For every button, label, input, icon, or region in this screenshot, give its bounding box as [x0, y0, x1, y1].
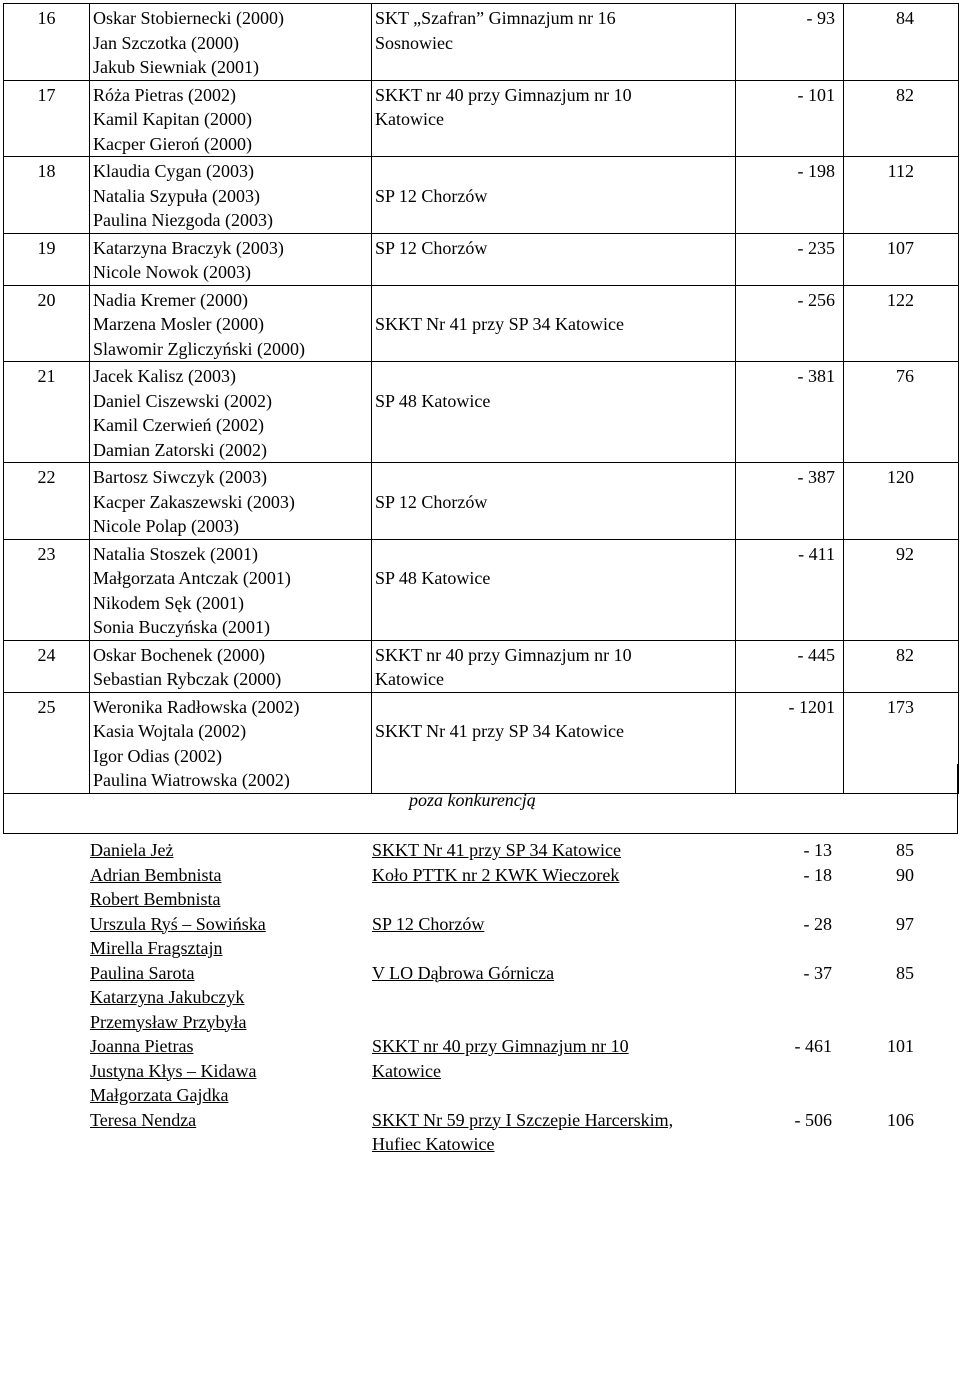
time-cell [844, 539, 959, 640]
time-cell [844, 285, 959, 362]
table-row [4, 80, 959, 157]
table-row [4, 640, 959, 692]
score-value: - 445 [797, 644, 835, 665]
club-cell [372, 362, 736, 463]
names-cell [90, 4, 372, 81]
score-cell [736, 463, 844, 540]
names-cell [90, 362, 372, 463]
table-row [90, 961, 928, 1035]
participant-name: Justyna Kłys – Kidawa [90, 1060, 257, 1081]
score-value: - 37 [803, 962, 832, 983]
participant-name: Paulina Wiatrowska (2002) [93, 770, 290, 790]
table-row [90, 863, 928, 912]
participant-name: Igor Odias (2002) [93, 745, 222, 766]
club-cell [372, 233, 736, 285]
time-value: 85 [896, 962, 914, 983]
club-name: Koło PTTK nr 2 KWK Wieczorek [372, 864, 620, 885]
participant-name: Slawomir Zgliczyński (2000) [93, 338, 305, 359]
club-name: SKKT nr 40 przy Gimnazjum nr 10 [372, 1036, 629, 1056]
names-cell [90, 157, 372, 234]
participant-name: Kamil Czerwień (2002) [93, 415, 264, 435]
participant-name: Robert Bembnista [90, 889, 221, 909]
participant-name: Adrian Bembnista [90, 864, 222, 885]
club-name: SKKT Nr 41 przy SP 34 Katowice [372, 840, 621, 860]
rank-cell: 21 [4, 362, 90, 463]
participant-name: Bartosz Siwczyk (2003) [93, 467, 267, 487]
club-name: SP 48 Katowice [375, 390, 491, 411]
time-cell [842, 863, 928, 912]
score-cell [736, 539, 844, 640]
club-name: Katowice [375, 109, 444, 129]
club-name: Hufiec Katowice [372, 1134, 495, 1154]
participant-name: Daniel Ciszewski (2002) [93, 390, 272, 411]
club-cell [372, 912, 742, 961]
participant-name: Nicole Polap (2003) [93, 516, 239, 536]
score-value: - 506 [794, 1109, 832, 1130]
participant-name: Daniela Jeż [90, 840, 174, 860]
time-value: 122 [887, 289, 914, 310]
poza-konkurencja-label: poza konkurencją [409, 790, 536, 810]
time-value: 101 [887, 1036, 914, 1056]
participant-name: Nicole Nowok (2003) [93, 262, 251, 282]
time-value: 97 [896, 913, 914, 934]
time-cell [842, 1108, 928, 1157]
time-value: 76 [896, 366, 914, 386]
time-cell [844, 463, 959, 540]
time-cell [844, 80, 959, 157]
names-cell [90, 463, 372, 540]
time-value: 107 [887, 237, 914, 258]
participant-name: Nikodem Sęk (2001) [93, 592, 244, 613]
table-row [90, 912, 928, 961]
participant-name: Katarzyna Jakubczyk [90, 987, 245, 1007]
time-value: 90 [896, 864, 914, 885]
time-value: 82 [896, 84, 914, 105]
club-name: Sosnowiec [375, 32, 453, 53]
names-cell [90, 1108, 372, 1157]
score-value: - 387 [797, 467, 835, 487]
table-row [4, 157, 959, 234]
time-cell [844, 362, 959, 463]
participant-name: Jakub Siewniak (2001) [93, 57, 259, 77]
time-cell [844, 233, 959, 285]
score-cell [742, 863, 842, 912]
rank-cell: 20 [4, 285, 90, 362]
names-cell [90, 912, 372, 961]
participant-name: Małgorzata Gajdka [90, 1085, 229, 1105]
time-cell [842, 1034, 928, 1108]
time-cell [844, 157, 959, 234]
participant-name: Kasia Wojtala (2002) [93, 721, 247, 741]
names-cell [90, 838, 372, 863]
club-name: V LO Dąbrowa Górnicza [372, 962, 555, 983]
participant-name: Kamil Kapitan (2000) [93, 109, 252, 129]
time-cell [844, 640, 959, 692]
score-value: - 411 [798, 543, 835, 564]
participant-name: Katarzyna Braczyk (2003) [93, 237, 284, 258]
club-name: SKT „Szafran” Gimnazjum nr 16 [375, 8, 616, 28]
table-row [4, 463, 959, 540]
table-row [90, 1034, 928, 1108]
names-cell [90, 640, 372, 692]
score-value: - 93 [806, 8, 835, 28]
participant-name: Teresa Nendza [90, 1109, 197, 1130]
rank-cell: 22 [4, 463, 90, 540]
names-cell [90, 961, 372, 1035]
extra-results-table [90, 838, 928, 1157]
participant-name: Klaudia Cygan (2003) [93, 161, 254, 181]
score-value: - 101 [797, 84, 835, 105]
club-cell [372, 463, 736, 540]
results-table [3, 3, 959, 794]
participant-name: Oskar Stobiernecki (2000) [93, 8, 284, 28]
club-cell [372, 1034, 742, 1108]
table-row [90, 838, 928, 863]
participant-name: Przemysław Przybyła [90, 1011, 247, 1032]
score-cell [742, 1034, 842, 1108]
participant-name: Damian Zatorski (2002) [93, 439, 267, 460]
names-cell [90, 285, 372, 362]
table-row [4, 233, 959, 285]
participant-name: Sebastian Rybczak (2000) [93, 669, 282, 689]
participant-name: Marzena Mosler (2000) [93, 314, 264, 334]
participant-name: Urszula Ryś – Sowińska [90, 913, 266, 934]
poza-konkurencja-section [3, 764, 958, 834]
score-cell [742, 912, 842, 961]
participant-name: Oskar Bochenek (2000) [93, 644, 265, 665]
score-cell [736, 233, 844, 285]
score-value: - 13 [803, 840, 832, 860]
participant-name: Kacper Gieroń (2000) [93, 133, 252, 154]
participant-name: Joanna Pietras [90, 1036, 194, 1056]
club-name: SKKT Nr 59 przy I Szczepie Harcerskim, [372, 1109, 674, 1130]
score-value: - 1201 [788, 696, 835, 717]
table-row [4, 362, 959, 463]
score-value: - 18 [803, 864, 832, 885]
rank-cell: 16 [4, 4, 90, 81]
club-cell [372, 4, 736, 81]
club-name: SP 12 Chorzów [375, 185, 488, 206]
time-value: 85 [896, 840, 914, 860]
participant-name: Natalia Szypuła (2003) [93, 185, 260, 206]
time-value: 84 [896, 8, 914, 28]
score-value: - 256 [797, 289, 835, 310]
club-cell [372, 285, 736, 362]
names-cell [90, 539, 372, 640]
club-name: SKKT nr 40 przy Gimnazjum nr 10 [375, 84, 632, 105]
participant-name: Sonia Buczyńska (2001) [93, 617, 270, 637]
participant-name: Paulina Niezgoda (2003) [93, 210, 273, 230]
club-name: Katowice [372, 1060, 441, 1081]
club-cell [372, 539, 736, 640]
participant-name: Róża Pietras (2002) [93, 84, 236, 105]
participant-name: Jacek Kalisz (2003) [93, 366, 236, 386]
participant-name: Jan Szczotka (2000) [93, 32, 239, 53]
time-value: 82 [896, 644, 914, 665]
club-name: Katowice [375, 669, 444, 689]
score-cell [736, 4, 844, 81]
score-cell [742, 838, 842, 863]
time-cell [842, 961, 928, 1035]
club-cell [372, 961, 742, 1035]
score-value: - 461 [794, 1036, 832, 1056]
participant-name: Nadia Kremer (2000) [93, 289, 248, 310]
time-value: 106 [887, 1109, 914, 1130]
score-value: - 235 [797, 237, 835, 258]
club-cell [372, 838, 742, 863]
club-cell [372, 157, 736, 234]
club-name: SP 12 Chorzów [372, 913, 485, 934]
club-name: SP 12 Chorzów [375, 491, 488, 512]
rank-cell: 17 [4, 80, 90, 157]
participant-name: Mirella Fragsztajn [90, 938, 223, 958]
time-cell [842, 912, 928, 961]
score-cell [736, 80, 844, 157]
score-cell [736, 157, 844, 234]
names-cell [90, 1034, 372, 1108]
table-row [4, 285, 959, 362]
club-cell [372, 80, 736, 157]
names-cell [90, 863, 372, 912]
participant-name: Weronika Radłowska (2002) [93, 696, 300, 717]
score-cell [736, 362, 844, 463]
rank-cell: 19 [4, 233, 90, 285]
club-name: SKKT Nr 41 przy SP 34 Katowice [375, 721, 624, 741]
participant-name: Paulina Sarota [90, 962, 195, 983]
score-cell [742, 961, 842, 1035]
rank-cell: 25 [4, 692, 90, 793]
score-value: - 28 [803, 913, 832, 934]
time-value: 120 [887, 467, 914, 487]
club-cell [372, 640, 736, 692]
club-cell [372, 863, 742, 912]
table-row [4, 4, 959, 81]
time-cell [842, 838, 928, 863]
club-name: SP 48 Katowice [375, 568, 491, 588]
rank-cell: 24 [4, 640, 90, 692]
rank-cell: 23 [4, 539, 90, 640]
participant-name: Natalia Stoszek (2001) [93, 543, 258, 564]
score-value: - 381 [797, 366, 835, 386]
score-value: - 198 [797, 161, 835, 181]
participant-name: Kacper Zakaszewski (2003) [93, 491, 295, 512]
table-row [4, 539, 959, 640]
club-name: SP 12 Chorzów [375, 237, 488, 258]
score-cell [742, 1108, 842, 1157]
time-value: 112 [887, 161, 914, 181]
time-cell [844, 4, 959, 81]
names-cell [90, 80, 372, 157]
rank-cell: 18 [4, 157, 90, 234]
time-value: 92 [896, 543, 914, 564]
names-cell [90, 233, 372, 285]
club-cell [372, 1108, 742, 1157]
club-name: SKKT nr 40 przy Gimnazjum nr 10 [375, 644, 632, 665]
participant-name: Małgorzata Antczak (2001) [93, 568, 291, 588]
club-name: SKKT Nr 41 przy SP 34 Katowice [375, 314, 624, 334]
table-row [90, 1108, 928, 1157]
score-cell [736, 285, 844, 362]
score-cell [736, 640, 844, 692]
time-value: 173 [887, 696, 914, 717]
